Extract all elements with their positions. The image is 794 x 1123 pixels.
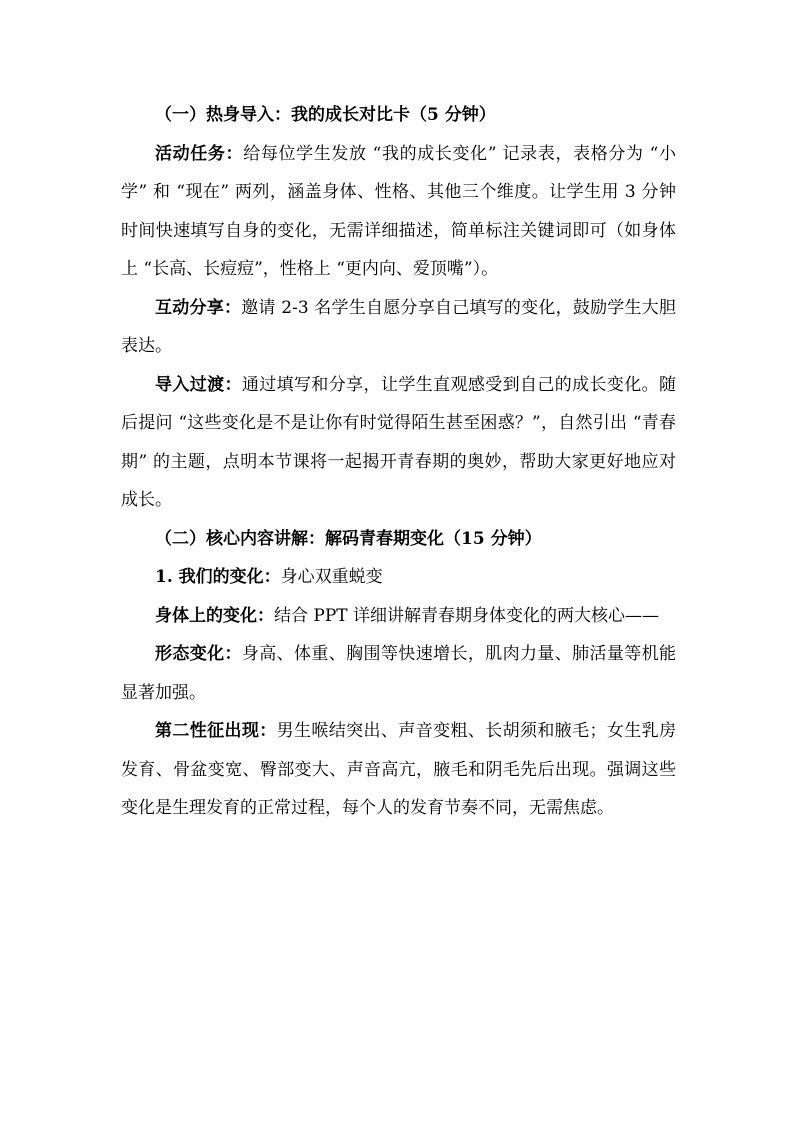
document-page bbox=[121, 96, 676, 828]
paragraph-activity-task bbox=[121, 135, 676, 289]
text-intro-transition: 通过填写和分享，让学生直观感受到自己的成长变化。随后提问 “这些变化是不是让你有时觉得陌生甚至困惑？”，自然引出 “青春期” 的主题，点明本节课将一起揭开青春期的奥妙，帮助大家更好地应对成长。 bbox=[121, 374, 677, 510]
label-our-changes: 1. 我们的变化： bbox=[155, 567, 281, 587]
paragraph-secondary-sex bbox=[121, 712, 676, 828]
label-physical-changes: 身体上的变化： bbox=[155, 605, 274, 626]
section-heading-core: （二）核心内容讲解：解码青春期变化（15 分钟） bbox=[155, 528, 542, 549]
label-secondary-sex: 第二性征出现： bbox=[155, 721, 277, 741]
paragraph-interactive-share bbox=[121, 289, 676, 366]
section-heading-warmup: （一）热身导入：我的成长对比卡（5 分钟） bbox=[155, 105, 496, 125]
text-shape-changes: 身高、体重、胸围等快速增长，肌肉力量、肺活量等机能显著加强。 bbox=[121, 644, 677, 703]
label-interactive-share: 互动分享： bbox=[155, 297, 242, 318]
label-activity-task: 活动任务： bbox=[155, 143, 244, 164]
text-activity-task: 给每位学生发放 “我的成长变化” 记录表，表格分为 “小学” 和 “现在” 两列，涵盖身体、性格、其他三个维度。让学生用 3 分钟时间快速填写自身的变化，无需详细描述，简单标注关键词即可（如身体上 “长高、长痘痘”，性格上 “更内向、爱顶嘴”）。 bbox=[121, 143, 676, 279]
paragraph-our-changes bbox=[121, 558, 676, 597]
paragraph-physical-changes bbox=[121, 597, 676, 636]
text-physical-changes: 结合 PPT 详细讲解青春期身体变化的两大核心—— bbox=[274, 605, 660, 626]
text-our-changes: 身心双重蜕变 bbox=[280, 567, 383, 587]
text-secondary-sex: 男生喉结突出、声音变粗、长胡须和腋毛；女生乳房发育、骨盆变宽、臀部变大、声音高亢，腋毛和阴毛先后出现。强调这些变化是生理发育的正常过程，每个人的发育节奏不同，无需焦虑。 bbox=[121, 721, 677, 818]
label-shape-changes: 形态变化： bbox=[155, 644, 242, 664]
paragraph-intro-transition bbox=[121, 366, 676, 520]
label-intro-transition: 导入过渡： bbox=[155, 374, 242, 395]
paragraph-shape-changes bbox=[121, 635, 676, 712]
text-interactive-share: 邀请 2-3 名学生自愿分享自己填写的变化，鼓励学生大胆表达。 bbox=[121, 297, 677, 356]
